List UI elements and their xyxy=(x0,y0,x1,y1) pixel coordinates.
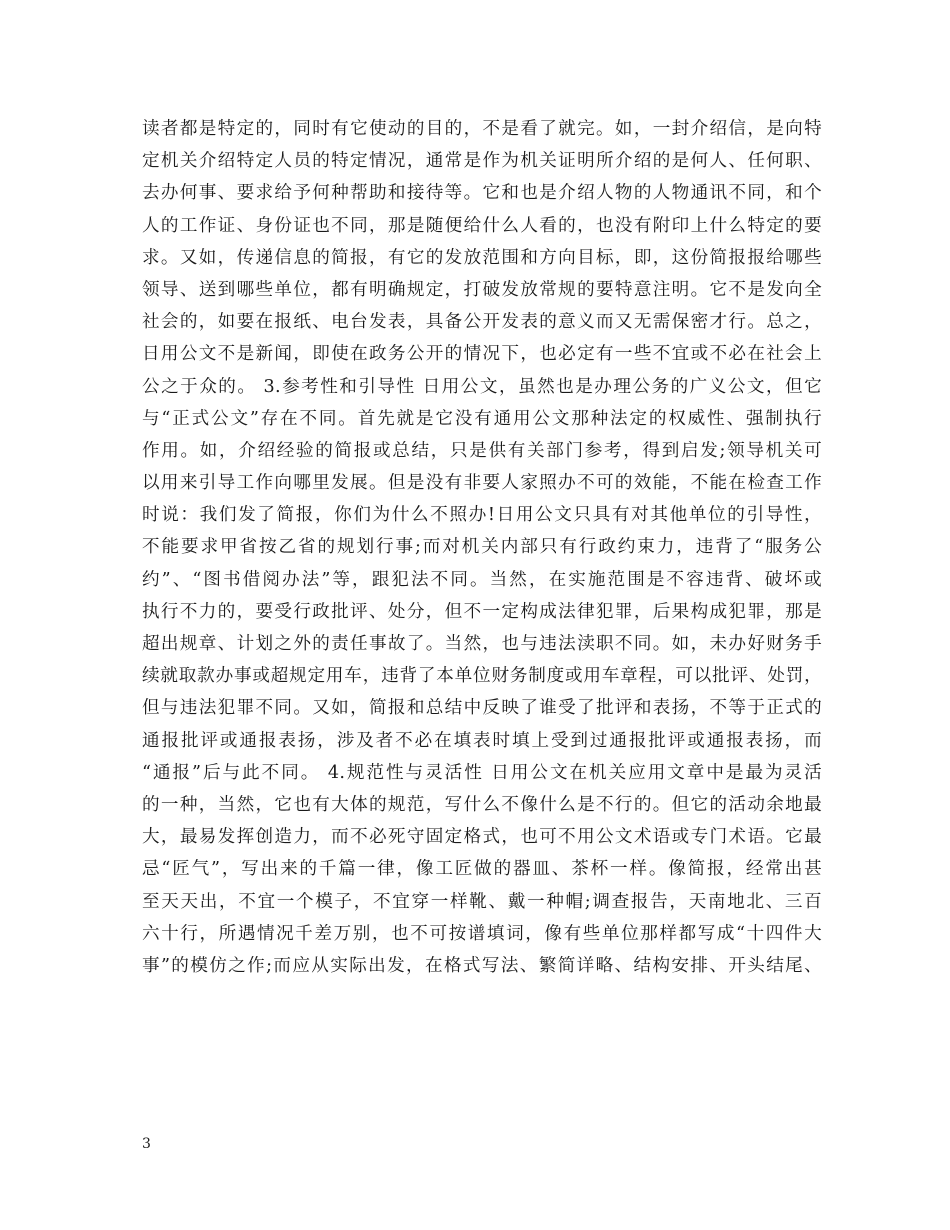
text-line: 时说：我们发了简报，你们为什么不照办!日用公文只具有对其他单位的引导性， xyxy=(142,505,822,526)
text-line: 至天天出，不宜一个模子，不宜穿一样靴、戴一种帽;调查报告，天南地北、三百 xyxy=(142,891,822,912)
text-line: 领导、送到哪些单位，都有明确规定，打破发放常规的要特意注明。它不是发向全 xyxy=(142,279,822,300)
text-line: 人的工作证、身份证也不同，那是随便给什么人看的，也没有附印上什么特定的要 xyxy=(142,215,822,236)
text-line: 通报批评或通报表扬，涉及者不必在填表时填上受到过通报批评或通报表扬，而 xyxy=(142,730,822,751)
text-line: 公之于众的。 3.参考性和引导性 日用公文，虽然也是办理公务的广义公文，但它 xyxy=(142,376,822,397)
text-line: 执行不力的，要受行政批评、处分，但不一定构成法律犯罪，后果构成犯罪，那是 xyxy=(142,601,822,622)
text-line: “通报”后与此不同。 4.规范性与灵活性 日用公文在机关应用文章中是最为灵活 xyxy=(142,762,822,783)
page-number: 3 xyxy=(142,1136,151,1152)
text-line: 以用来引导工作向哪里发展。但是没有非要人家照办不可的效能，不能在检查工作 xyxy=(142,473,822,494)
text-line: 超出规章、计划之外的责任事故了。当然，也与违法渎职不同。如，未办好财务手 xyxy=(142,634,822,654)
text-line: 定机关介绍特定人员的特定情况，通常是作为机关证明所介绍的是何人、任何职、 xyxy=(142,151,822,172)
text-line: 续就取款办事或超规定用车，违背了本单位财务制度或用车章程，可以批评、处罚， xyxy=(142,666,822,687)
text-line: 但与违法犯罪不同。又如，简报和总结中反映了谁受了批评和表扬，不等于正式的 xyxy=(142,698,822,719)
text-line: 约”、“图书借阅办法”等，跟犯法不同。当然，在实施范围是不容违背、破坏或 xyxy=(142,569,822,590)
text-line: 去办何事、要求给予何种帮助和接待等。它和也是介绍人物的人物通讯不同，和个 xyxy=(142,183,822,204)
text-line: 大，最易发挥创造力，而不必死守固定格式，也可不用公文术语或专门术语。它最 xyxy=(142,827,822,848)
text-line: 忌“匠气”，写出来的千篇一律，像工匠做的器皿、茶杯一样。像简报，经常出甚 xyxy=(142,859,822,880)
text-line: 不能要求甲省按乙省的规划行事;而对机关内部只有行政约束力，违背了“服务公 xyxy=(142,537,822,558)
text-line: 社会的，如要在报纸、电台发表，具备公开发表的意义而又无需保密才行。总之， xyxy=(142,312,822,333)
text-line: 六十行，所遇情况千差万别，也不可按谱填词，像有些单位那样都写成“十四件大 xyxy=(142,923,822,944)
text-line: 读者都是特定的，同时有它使动的目的，不是看了就完。如，一封介绍信，是向特 xyxy=(142,119,822,139)
text-line: 作用。如，介绍经验的简报或总结，只是供有关部门参考，得到启发;领导机关可 xyxy=(142,440,822,461)
text-line: 日用公文不是新闻，即使在政务公开的情况下，也必定有一些不宜或不必在社会上 xyxy=(142,344,822,365)
text-line: 的一种，当然，它也有大体的规范，写什么不像什么是不行的。但它的活动余地最 xyxy=(142,794,822,815)
text-line: 求。又如，传递信息的简报，有它的发放范围和方向目标，即，这份简报报给哪些 xyxy=(142,247,822,268)
text-line: 事”的模仿之作;而应从实际出发，在格式写法、繁简详略、结构安排、开头结尾、 xyxy=(142,955,822,976)
body-text xyxy=(142,113,822,982)
text-line: 与“正式公文”存在不同。首先就是它没有通用公文那种法定的权威性、强制执行 xyxy=(142,408,822,429)
